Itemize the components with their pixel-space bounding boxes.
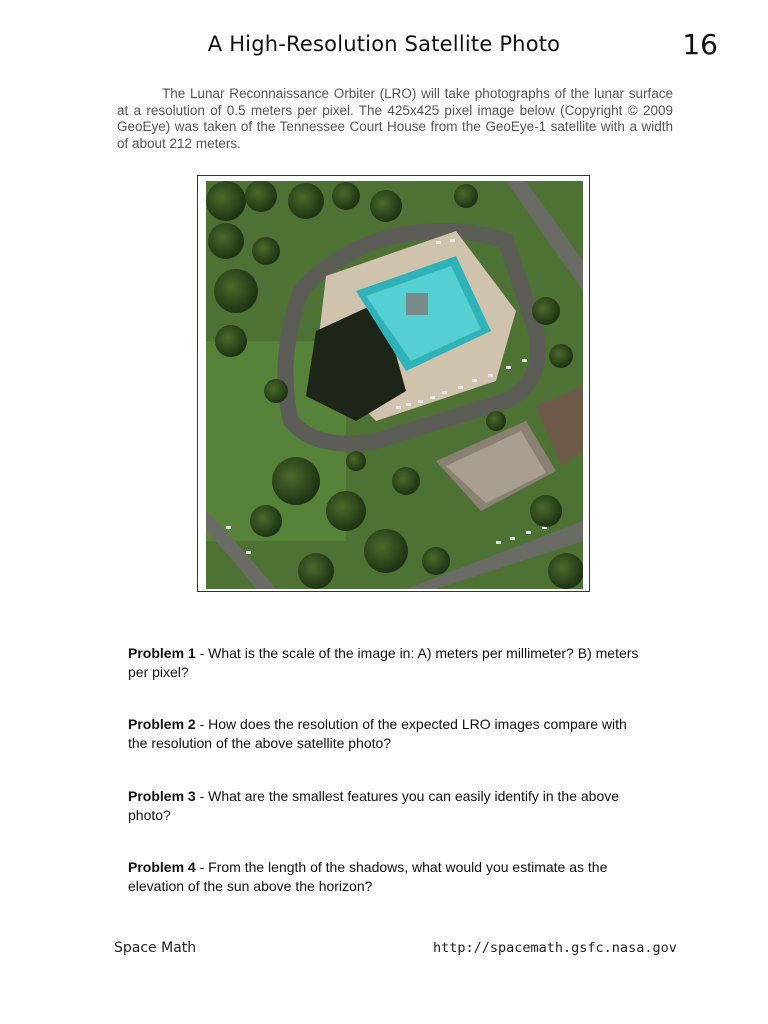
- problem-2-text: - How does the resolution of the expected LRO images compare with the resolution of the above satellite photo?: [128, 716, 627, 751]
- problem-1: [128, 644, 648, 682]
- intro-paragraph: The Lunar Reconnaissance Orbiter (LRO) will take photographs of the lunar surface at a resolution of 0.5 meters per pixel. The 425x425 pixel image below (Copyright © 2009 GeoEye) was taken of the Tennessee Court House from the GeoEye-1 satellite with a width of about 212 meters.: [117, 86, 673, 151]
- satellite-photo: [206, 181, 583, 589]
- problem-4: [128, 858, 648, 896]
- problem-2-label: Problem 2: [128, 716, 196, 732]
- satellite-photo-illustration: [206, 181, 583, 589]
- footer-url-link[interactable]: http://spacemath.gsfc.nasa.gov: [433, 940, 677, 956]
- satellite-photo-frame: [197, 175, 590, 592]
- problem-3: [128, 787, 648, 825]
- problem-4-label: Problem 4: [128, 859, 196, 875]
- problem-1-text: - What is the scale of the image in: A) meters per millimeter? B) meters per pixel?: [128, 645, 639, 680]
- problem-1-label: Problem 1: [128, 645, 196, 661]
- problem-2: [128, 715, 648, 753]
- problem-3-text: - What are the smallest features you can easily identify in the above photo?: [128, 788, 620, 823]
- problem-3-label: Problem 3: [128, 788, 196, 804]
- page-number: 16: [682, 28, 718, 61]
- page-title: A High-Resolution Satellite Photo: [207, 32, 561, 56]
- problem-4-text: - From the length of the shadows, what would you estimate as the elevation of the sun above the horizon?: [128, 859, 608, 894]
- footer-publisher: Space Math: [114, 940, 197, 956]
